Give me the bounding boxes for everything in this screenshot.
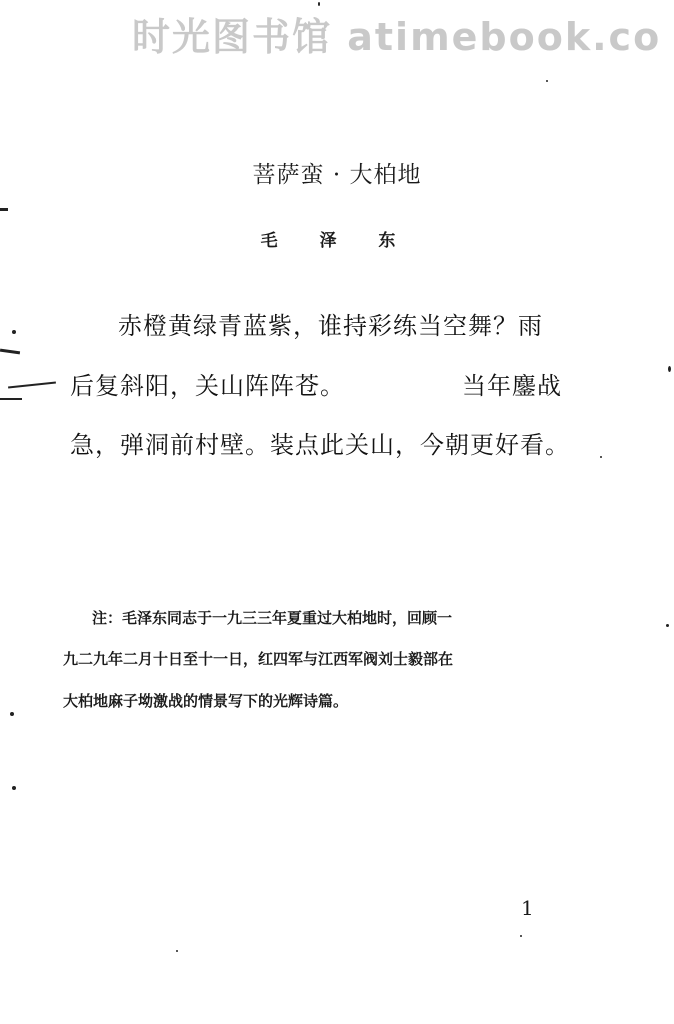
scan-speck <box>600 456 602 458</box>
poem-title: 菩萨蛮 · 大柏地 <box>252 162 422 188</box>
scan-speck <box>12 330 16 334</box>
note-line-3: 大柏地麻子坳激战的情景写下的光辉诗篇。 <box>63 692 349 710</box>
scan-mark <box>0 208 8 211</box>
scan-speck <box>546 80 548 82</box>
scan-speck <box>666 624 669 627</box>
poem-line-1: 赤橙黄绿青蓝紫，谁持彩练当空舞？雨 <box>118 312 543 340</box>
scan-speck <box>520 935 522 937</box>
poem-author: 毛 泽 东 <box>260 231 414 251</box>
scan-speck <box>176 950 178 952</box>
scan-mark <box>8 381 56 388</box>
scan-speck <box>10 712 14 716</box>
note-line-2: 九二九年二月十日至十一日，红四军与江西军阀刘士毅部在 <box>63 650 454 668</box>
scan-speck <box>318 2 320 6</box>
watermark: 时光图书馆 atimebook.co <box>132 15 662 59</box>
poem-line-2b: 当年鏖战 <box>462 372 562 400</box>
scan-mark <box>0 398 22 400</box>
scan-speck <box>12 786 16 790</box>
poem-line-3: 急，弹洞前村壁。装点此关山，今朝更好看。 <box>70 431 570 459</box>
page-number: 1 <box>521 896 534 920</box>
note-line-1: 注：毛泽东同志于一九三三年夏重过大柏地时，回顾一 <box>92 609 453 627</box>
poem-line-2: 后复斜阳，关山阵阵苍。 <box>70 372 345 400</box>
scan-mark <box>0 349 20 355</box>
scan-speck <box>668 366 671 372</box>
